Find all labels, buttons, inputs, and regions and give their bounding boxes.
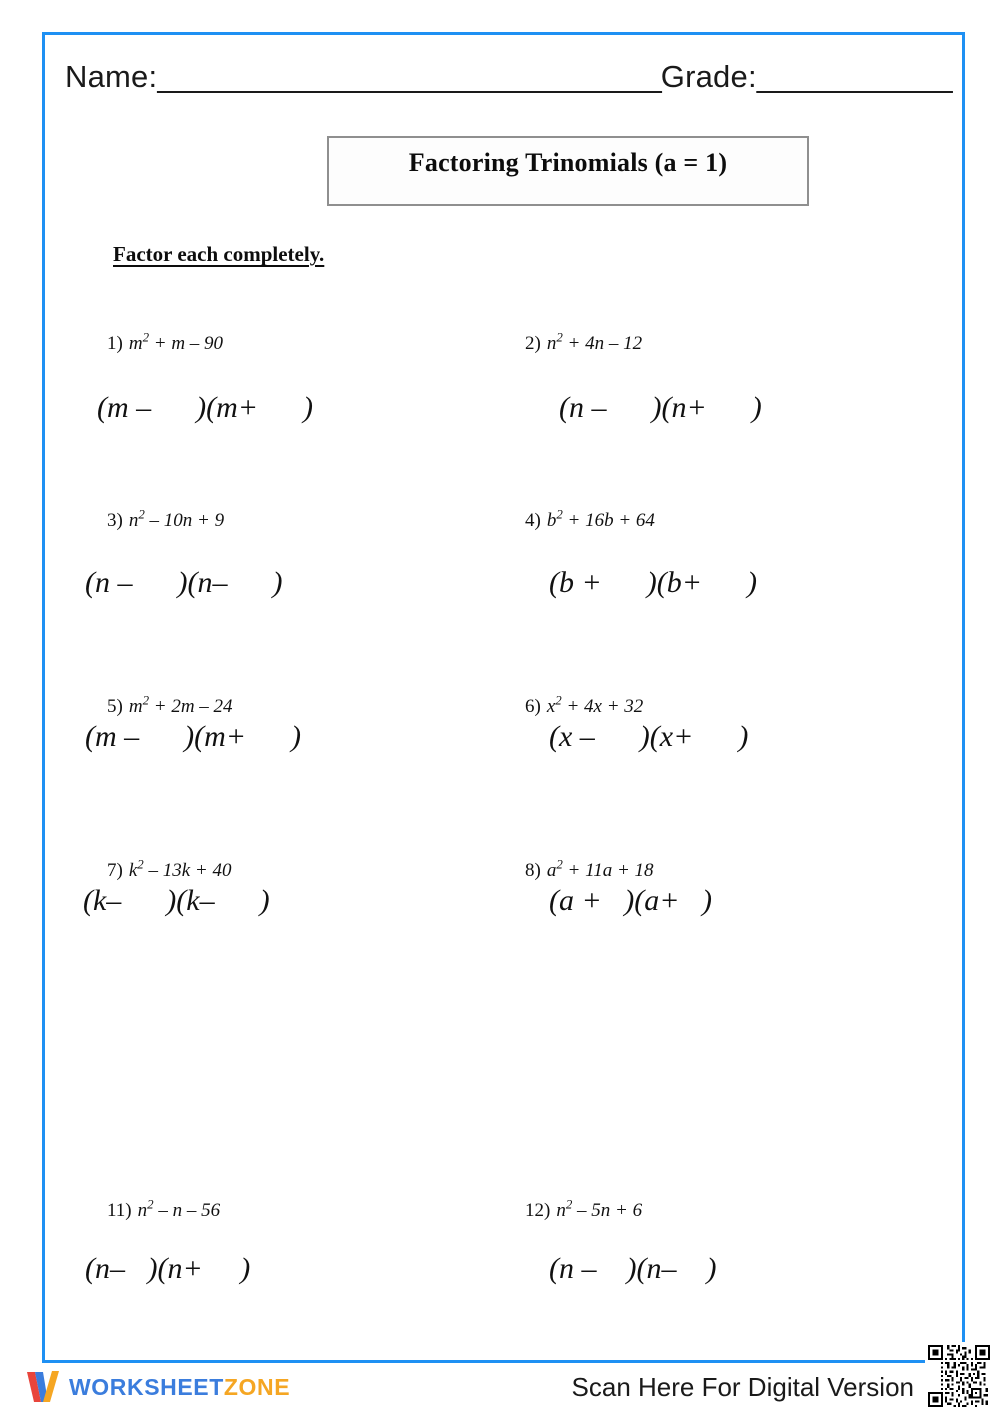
answer-blank[interactable]: (k– )(k– ): [83, 884, 270, 918]
answer-blank[interactable]: (n– )(n+ ): [85, 1252, 251, 1286]
worksheet-title-box: [327, 136, 809, 206]
logo-text-zone: ZONE: [223, 1373, 291, 1400]
answer-blank[interactable]: (x – )(x+ ): [549, 720, 749, 754]
name-label: Name:: [65, 59, 158, 94]
problem-list: [45, 331, 962, 1348]
problem-number: 5): [107, 696, 123, 718]
name-grade-row: [65, 59, 952, 105]
problem-number: 1): [107, 333, 123, 355]
problem-expression: $x^2 + 4x + 32$: [546, 693, 644, 718]
answer-blank[interactable]: (m – )(m+ ): [97, 391, 314, 425]
problem-item-12: [525, 1198, 955, 1285]
name-answer-rule[interactable]: _______________________________: [157, 59, 661, 94]
problem-question: [525, 508, 955, 532]
problem-number: 3): [107, 510, 123, 532]
page-title: Factoring Trinomials (a = 1): [408, 148, 728, 177]
problem-row: [45, 858, 962, 1198]
problem-question: [107, 858, 527, 882]
logo-text-worksheet: WORKSHEET: [69, 1373, 224, 1400]
answer-blank[interactable]: (a + )(a+ ): [549, 884, 712, 918]
problem-item-4: [525, 508, 955, 599]
answer-blank[interactable]: (m – )(m+ ): [85, 720, 302, 754]
problem-question: [525, 1198, 955, 1222]
problem-expression: $n^2$ – n – 56: [137, 1197, 221, 1222]
qr-code-icon[interactable]: [925, 1342, 993, 1410]
problem-row: [45, 331, 962, 508]
answer-blank[interactable]: (b + )(b+ ): [549, 566, 757, 600]
problem-item-1: [97, 330, 527, 425]
worksheet-page-frame: [42, 32, 965, 1363]
grade-answer-rule[interactable]: ____________: [756, 59, 952, 94]
problem-number: 7): [107, 860, 123, 882]
problem-item-3: [85, 507, 527, 600]
answer-blank[interactable]: (n – )(n– ): [85, 566, 283, 600]
problem-number: 8): [525, 860, 541, 882]
scan-instruction-text: Scan Here For Digital Version: [571, 1372, 914, 1402]
problem-question: [107, 694, 527, 718]
problem-expression: $a^2 + 11a + 18$: [546, 857, 654, 882]
problem-question: [525, 858, 955, 882]
grade-label: Grade:: [660, 59, 757, 94]
problem-item-11: [85, 1197, 527, 1286]
page-footer: [0, 1366, 1000, 1414]
worksheet-zone-logo[interactable]: [26, 1368, 290, 1406]
problem-item-8: [525, 858, 955, 917]
problem-expression: $n^2 + 4n - 12$: [546, 330, 643, 355]
problem-expression: $m^2 + 2m - 24$: [128, 693, 233, 718]
problem-item-6: [525, 694, 955, 753]
problem-expression: $m^2 + m - 90$: [128, 330, 224, 355]
problem-question: [525, 331, 955, 355]
problem-expression: $k^2 - 13k + 40$: [128, 857, 232, 882]
problem-expression: $n^2 - 5n + 6$: [556, 1197, 643, 1222]
answer-blank[interactable]: (n – )(n– ): [549, 1252, 717, 1286]
problem-expression: $n^2 - 10n + 9$: [128, 507, 225, 532]
problem-item-2: [525, 331, 955, 424]
problem-row: [45, 694, 962, 858]
problem-number: 11): [107, 1200, 132, 1222]
problem-row: [45, 1198, 962, 1348]
problem-item-5: [85, 693, 527, 754]
problem-question: [107, 331, 527, 355]
problem-number: 6): [525, 696, 541, 718]
problem-expression: $b^2 + 16b + 64$: [546, 507, 655, 532]
problem-row: [45, 508, 962, 694]
instruction-text: Factor each completely.: [113, 242, 325, 266]
problem-item-7: [83, 857, 527, 918]
answer-blank[interactable]: (n – )(n+ ): [559, 391, 762, 425]
w-logo-icon: [26, 1368, 60, 1406]
problem-question: [525, 694, 955, 718]
problem-number: 4): [525, 510, 541, 532]
problem-question: [107, 508, 527, 532]
problem-number: 12): [525, 1200, 551, 1222]
problem-question: [107, 1198, 527, 1222]
logo-text: [69, 1374, 290, 1401]
qr-code-graphic: [928, 1345, 990, 1407]
problem-number: 2): [525, 333, 541, 355]
